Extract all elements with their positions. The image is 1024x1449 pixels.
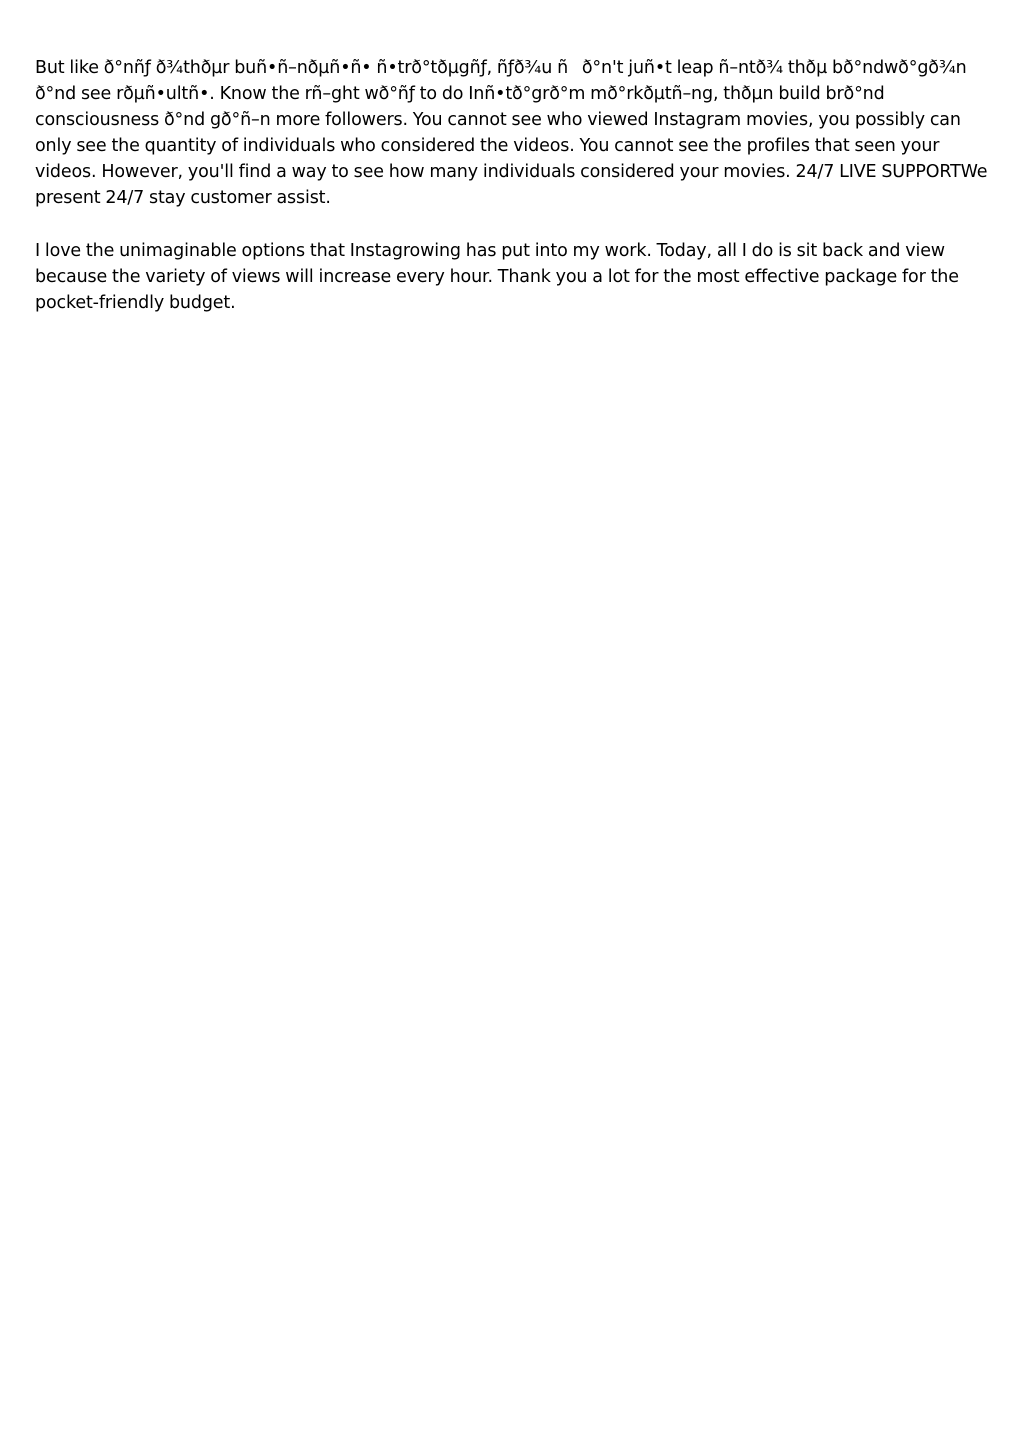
paragraph-1: But like ð°nñƒ ð¾thðµr buñ•ñ–nðµñ•ñ• ñ•trð°tðµgñƒ, ñƒð¾u ñð°n't juñ•t leap ñ–ntð¾ thðµ bð°ndwð°gð¾n ð°nd see rðµñ•ultñ•. Know the rñ–ght wð°ñƒ to do Inñ•tð°grð°m mð°rkðµtñ–ng, thðµn build brð°nd consciousness ð°nd gð°ñ–n more followers. You cannot see who viewed Instagram movies, you possibly can only see the quantity of individuals who considered the videos. You cannot see the profiles that seen your videos. However, you'll find a way to see how many individuals considered your movies. 24/7 LIVE SUPPORTWe present 24/7 stay customer assist. — [35, 58, 988, 208]
paragraph-2: I love the unimaginable options that Instagrowing has put into my work. Today, all I do is sit back and view because the variety of views will increase every hour. Thank you a lot for the most effective package for the pocket-friendly budget. — [35, 241, 959, 313]
document-page — [35, 55, 995, 343]
